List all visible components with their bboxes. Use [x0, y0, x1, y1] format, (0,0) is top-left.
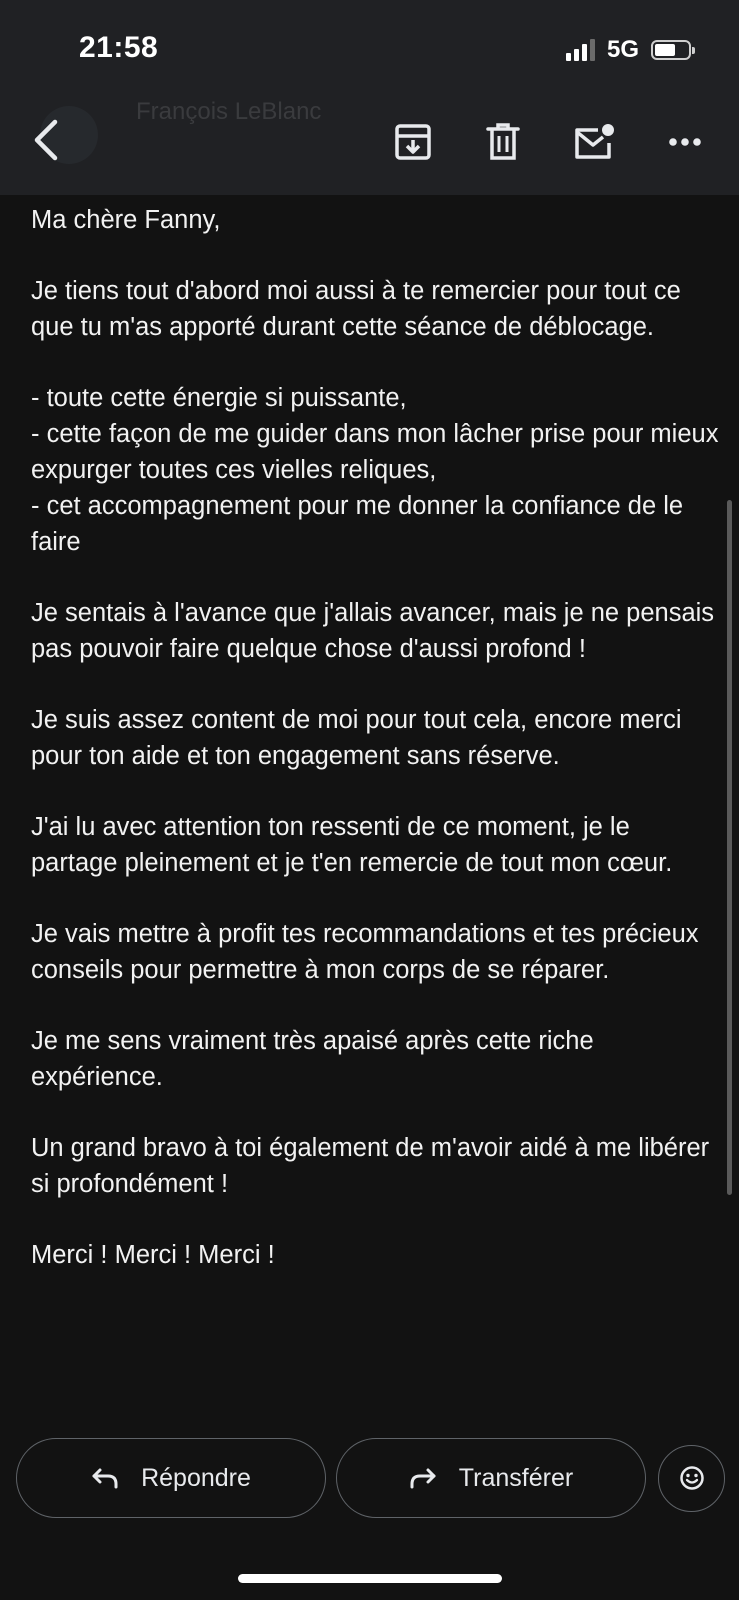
- bottom-action-bar: [16, 1438, 725, 1518]
- email-paragraph: Un grand bravo à toi également de m'avoir aidé à me libérer si profondément !: [31, 1134, 710, 1198]
- forward-icon: [409, 1467, 437, 1489]
- email-paragraph: Je vais mettre à profit tes recommandations et tes précieux conseils pour permettre à mon corps de se réparer.: [31, 920, 699, 984]
- email-paragraph: Je me sens vraiment très apaisé après cette riche expérience.: [31, 1027, 594, 1091]
- network-type: 5G: [606, 36, 639, 63]
- cellular-signal-icon: [566, 39, 595, 61]
- add-reaction-icon: [679, 1465, 705, 1491]
- email-body: [31, 202, 721, 1308]
- sender-name-faded: François LeBlanc: [136, 98, 322, 125]
- add-reaction-button[interactable]: [658, 1445, 725, 1512]
- more-options-icon[interactable]: [661, 118, 709, 166]
- top-app-bar: [0, 0, 739, 195]
- home-indicator[interactable]: [238, 1574, 502, 1583]
- reply-label: Répondre: [141, 1463, 251, 1492]
- email-closing: Merci ! Merci ! Merci !: [31, 1241, 275, 1269]
- scrollbar[interactable]: [727, 500, 732, 1195]
- forward-label: Transférer: [458, 1463, 574, 1492]
- delete-icon[interactable]: [479, 118, 527, 166]
- email-paragraph: Je sentais à l'avance que j'allais avancer, mais je ne pensais pas pouvoir faire quelque chose d'aussi profond !: [31, 599, 715, 663]
- email-list: [31, 380, 721, 560]
- status-time: 21:58: [79, 31, 159, 64]
- list-item: - cet accompagnement pour me donner la confiance de le faire: [31, 492, 684, 556]
- list-item: - toute cette énergie si puissante,: [31, 384, 407, 412]
- email-greeting: Ma chère Fanny,: [31, 206, 221, 234]
- list-item: - cette façon de me guider dans mon lâcher prise pour mieux expurger toutes ces vielles reliques,: [31, 420, 719, 484]
- back-arrow-icon[interactable]: [22, 116, 70, 164]
- email-paragraph: Je suis assez content de moi pour tout cela, encore merci pour ton aide et ton engagement sans réserve.: [31, 706, 682, 770]
- reply-button[interactable]: [16, 1438, 326, 1518]
- email-paragraph: Je tiens tout d'abord moi aussi à te remercier pour tout ce que tu m'as apporté durant cette séance de déblocage.: [31, 277, 681, 341]
- email-paragraph: J'ai lu avec attention ton ressenti de ce moment, je le partage pleinement et je t'en remercie de tout mon cœur.: [31, 813, 673, 877]
- forward-button[interactable]: [336, 1438, 646, 1518]
- reply-icon: [91, 1467, 119, 1489]
- archive-icon[interactable]: [389, 118, 437, 166]
- status-indicators: [566, 36, 691, 64]
- battery-icon: [651, 40, 691, 60]
- mark-unread-icon[interactable]: [570, 118, 618, 166]
